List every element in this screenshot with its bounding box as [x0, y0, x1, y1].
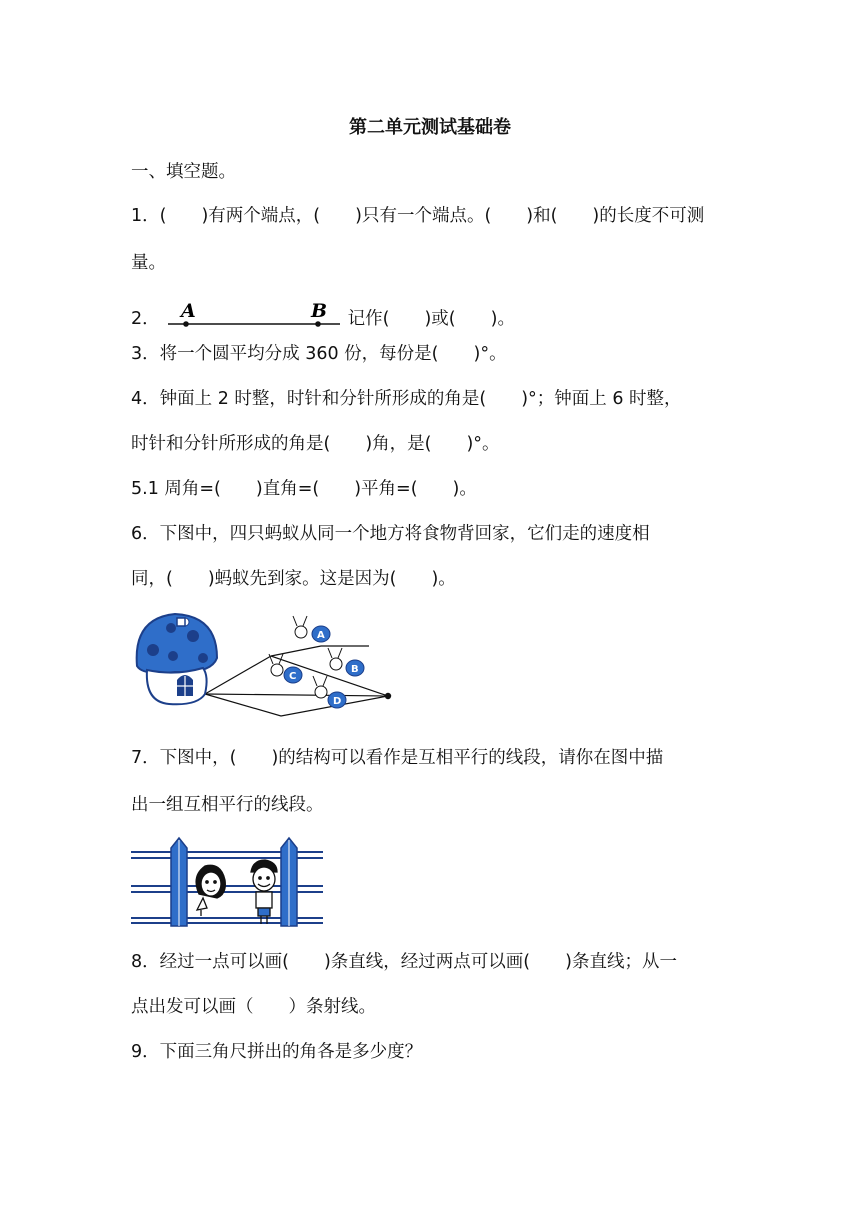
- point-b-label: B: [310, 302, 327, 322]
- mushroom-house-icon: [137, 614, 217, 704]
- question-2: [131, 302, 515, 331]
- question-6-line-2: 同，( )蚂蚁先到家。这是因为( )。: [131, 569, 456, 589]
- ant-c: [269, 654, 302, 683]
- ant-a: [293, 616, 330, 642]
- question-9: 9．下面三角尺拼出的角各是多少度？: [131, 1042, 423, 1062]
- question-1-line-2: 量。: [131, 253, 166, 273]
- ant-b-label: B: [351, 664, 359, 675]
- question-1-line-1: 1．( )有两个端点，( )只有一个端点。( )和( )的长度不可测: [131, 206, 705, 226]
- question-7-line-2: 出一组互相平行的线段。: [131, 795, 324, 815]
- ant-b: [328, 648, 364, 676]
- question-4-line-2: 时针和分针所形成的角是( )角，是( )°。: [131, 434, 500, 454]
- fence-figure: [131, 836, 326, 928]
- point-a-label: A: [180, 302, 196, 322]
- question-3: 3．将一个圆平均分成 360 份，每份是( )°。: [131, 344, 507, 364]
- section-heading: 一、填空题。: [131, 162, 236, 182]
- question-8-line-2: 点出发可以画（ ）条射线。: [131, 997, 376, 1017]
- question-2-text: 记作( )或( )。: [347, 309, 515, 329]
- line-segment-ab-figure: [168, 302, 344, 330]
- ant-d-label: D: [333, 696, 342, 707]
- page-title: 第二单元测试基础卷: [349, 117, 511, 138]
- question-7-line-1: 7．下图中，( )的结构可以看作是互相平行的线段，请你在图中描: [131, 748, 664, 768]
- ant-a-label: A: [317, 630, 325, 641]
- ant-c-label: C: [289, 671, 297, 682]
- girl-figure: [196, 865, 225, 916]
- question-2-number: 2．: [131, 309, 160, 329]
- question-8-line-1: 8．经过一点可以画( )条直线，经过两点可以画( )条直线；从一: [131, 952, 677, 972]
- question-4-line-1: 4．钟面上 2 时整，时针和分针所形成的角是( )°；钟面上 6 时整，: [131, 389, 682, 409]
- food-point: [385, 693, 391, 699]
- ants-path-figure: [131, 606, 396, 724]
- ant-d: [313, 676, 346, 708]
- question-5: 5.1 周角=( )直角=( )平角=( )。: [131, 479, 477, 499]
- question-6-line-1: 6．下图中，四只蚂蚁从同一个地方将食物背回家，它们走的速度相: [131, 524, 650, 544]
